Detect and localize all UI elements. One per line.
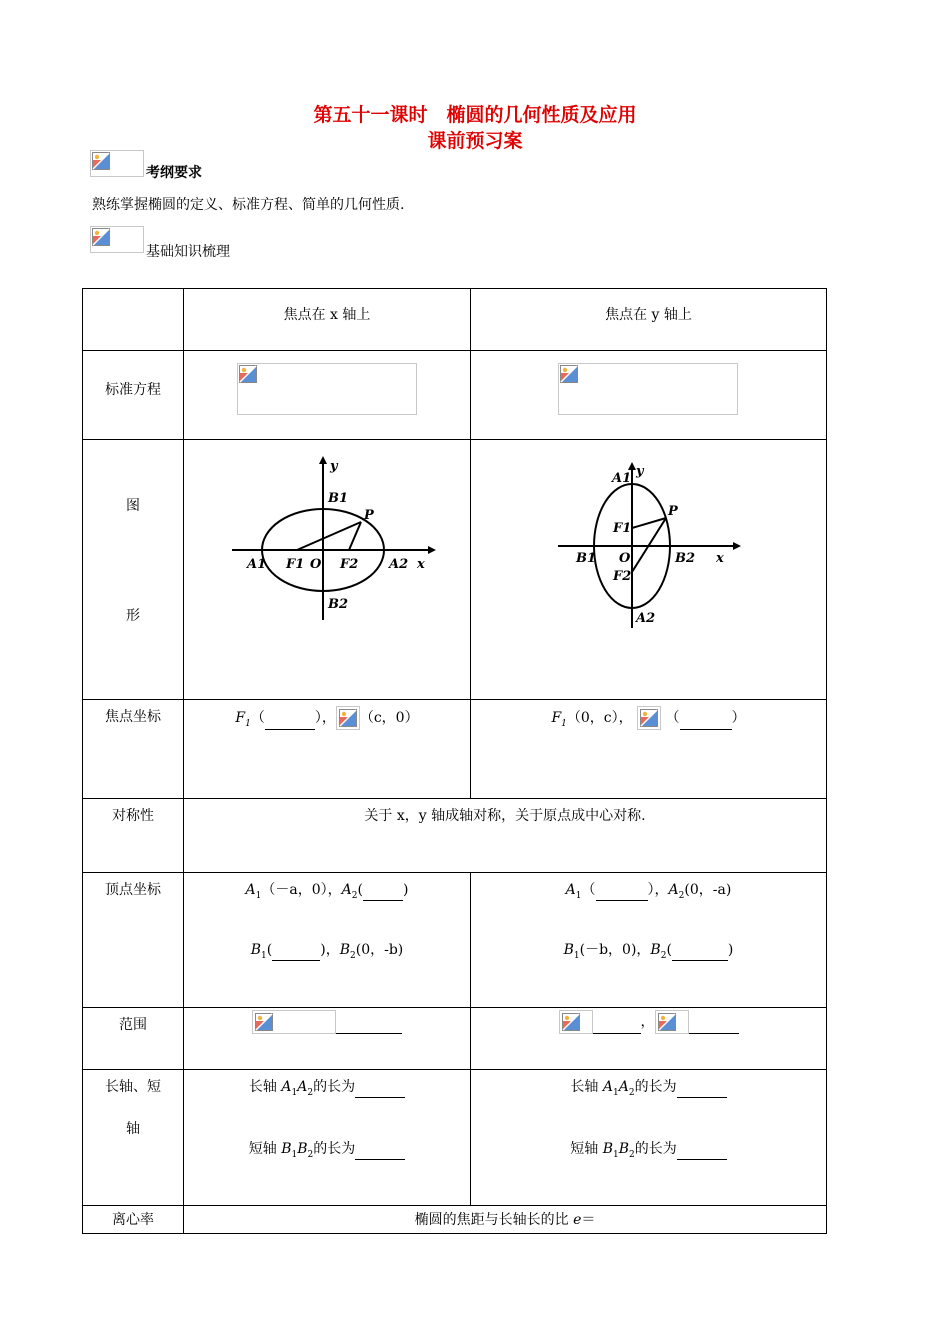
graph-label-top: 图	[126, 498, 140, 514]
axes-x-cell: 长轴 $A_1A_2$的长为 短轴 $B_1B_2$的长为	[184, 1070, 471, 1206]
equation-y-cell	[471, 351, 827, 440]
label-B2: B2	[328, 597, 349, 612]
label-F2: F2	[613, 569, 632, 584]
label-F1: F1	[286, 557, 305, 572]
range-x-cell	[184, 1008, 471, 1070]
broken-image-icon	[90, 226, 144, 253]
label-B1: B1	[576, 551, 597, 566]
label-F2: F2	[340, 557, 359, 572]
table-row-symmetry	[83, 799, 827, 873]
ellipse-properties-table	[82, 288, 827, 1234]
page-title: 第五十一课时 椭圆的几何性质及应用	[313, 104, 637, 126]
section-heading-basics: 基础知识梳理	[146, 244, 230, 260]
row-label	[83, 440, 184, 700]
label-B2: B2	[675, 551, 696, 566]
broken-image-icon	[655, 1010, 689, 1034]
axes-label-line1: 长轴、短	[105, 1079, 161, 1095]
table-row-graph	[83, 440, 827, 700]
broken-image-icon	[637, 706, 661, 730]
table-row-focus	[83, 700, 827, 799]
axes-y-cell: 长轴 $A_1A_2$的长为 短轴 $B_1B_2$的长为	[471, 1070, 827, 1206]
range-y-cell: ，	[471, 1008, 827, 1070]
table-row-eccentricity	[83, 1206, 827, 1234]
label-y: y	[330, 459, 338, 474]
label-A1: A1	[612, 471, 632, 486]
label-O: O	[310, 557, 322, 572]
graph-y-cell	[471, 440, 827, 700]
table-row-range	[83, 1008, 827, 1070]
label-F1: F1	[613, 521, 632, 536]
label-x: x	[716, 551, 724, 566]
table-row-equation	[83, 351, 827, 440]
label-A1: A1	[247, 557, 267, 572]
equation-x-cell	[184, 351, 471, 440]
row-label: 范围	[83, 1008, 184, 1070]
label-B1: B1	[328, 491, 349, 506]
row-label	[83, 1070, 184, 1206]
label-O: O	[619, 551, 631, 566]
broken-image-icon	[558, 363, 738, 415]
broken-image-icon	[336, 706, 360, 730]
graph-label-bottom: 形	[126, 608, 140, 624]
section-heading-syllabus: 考纲要求	[146, 165, 202, 181]
broken-image-icon	[559, 1010, 593, 1034]
eccentricity-cell: 椭圆的焦距与长轴长的比 e＝	[184, 1206, 827, 1234]
label-y: y	[636, 464, 644, 479]
row-label: 对称性	[83, 799, 184, 873]
axes-label-line2: 轴	[126, 1121, 140, 1137]
label-P: P	[364, 508, 374, 523]
broken-image-icon	[252, 1010, 336, 1034]
header-empty-cell	[83, 289, 184, 351]
header-y-axis: 焦点在 y 轴上	[471, 289, 827, 351]
vertex-x-cell: $A_1(-a$，0），$A_2$( ) $B_1$( )，$B_2(0$，-b)	[184, 873, 471, 1008]
page-subtitle: 课前预习案	[427, 130, 523, 152]
focus-y-cell: $F_1(0$，c）， （ ）	[471, 700, 827, 799]
ellipse-y-figure	[471, 440, 827, 699]
table-row-vertex	[83, 873, 827, 1008]
broken-image-icon	[237, 363, 417, 415]
table-row-axes	[83, 1070, 827, 1206]
row-label: 标准方程	[83, 351, 184, 440]
symmetry-cell: 关于 x，y 轴成轴对称，关于原点成中心对称.	[184, 799, 827, 873]
label-P: P	[668, 504, 678, 519]
ellipse-x-figure	[184, 440, 471, 699]
row-label: 离心率	[83, 1206, 184, 1234]
graph-x-cell	[184, 440, 471, 700]
row-label: 焦点坐标	[83, 700, 184, 799]
syllabus-paragraph: 熟练掌握椭圆的定义、标准方程、简单的几何性质.	[92, 197, 405, 213]
table-header-row	[83, 289, 827, 351]
broken-image-icon	[90, 150, 144, 177]
label-x: x	[417, 557, 425, 572]
row-label: 顶点坐标	[83, 873, 184, 1008]
vertex-y-cell: $A_1$（ ），$A_2(0$，-a) $B_1(-b$，0)，$B_2$( )	[471, 873, 827, 1008]
header-x-axis: 焦点在 x 轴上	[184, 289, 471, 351]
focus-x-cell: $F_1$（ ）， （c，0）	[184, 700, 471, 799]
label-A2: A2	[636, 611, 656, 626]
label-A2: A2	[389, 557, 409, 572]
